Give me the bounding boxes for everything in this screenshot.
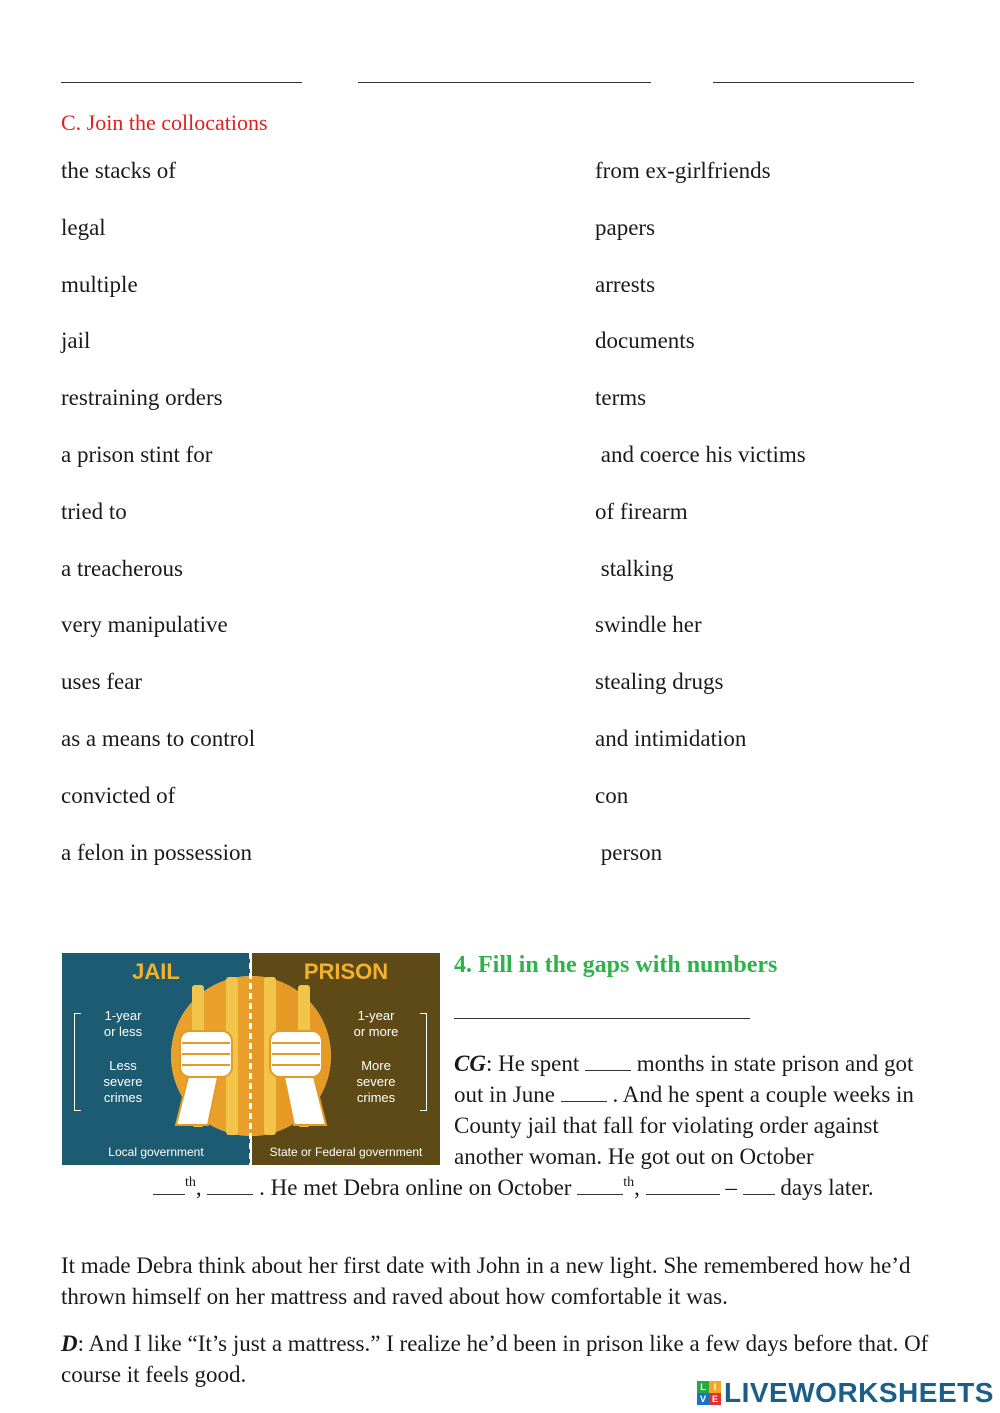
collocation-left-item[interactable]: uses fear [61, 669, 143, 695]
collocation-right-item[interactable]: and intimidation [595, 726, 747, 751]
jail-severity: Less severe crimes [103, 1058, 143, 1105]
prison-term: 1-year or more [353, 1008, 399, 1039]
collocation-right-item[interactable]: con [595, 782, 629, 808]
logo-mark-e: E [709, 1393, 721, 1405]
collocation-left-item[interactable]: convicted of [61, 782, 176, 808]
collocation-left-item[interactable]: multiple [61, 271, 138, 297]
collocation-right-item[interactable]: documents [595, 328, 695, 354]
logo-mark-i: I [709, 1381, 721, 1393]
collocation-right-item[interactable]: and coerce his victims [595, 442, 806, 467]
gap-met-day[interactable] [577, 1176, 623, 1195]
cg-text-3: . And he spent a couple weeks in County jail that fall for violating order against another woman. He got out on October [454, 1082, 914, 1169]
section-4-heading: 4. Fill in the gaps with numbers [454, 952, 778, 978]
cg-paragraph [454, 1048, 944, 1172]
speaker-d: D [61, 1331, 78, 1356]
jail-footer: Local government [108, 1145, 204, 1159]
gap-october-day[interactable] [153, 1176, 185, 1195]
liveworksheets-logo-text: LIVEWORKSHEETS [724, 1377, 994, 1408]
prison-footer: State or Federal government [269, 1145, 423, 1159]
collocation-right-item[interactable]: arrests [595, 271, 656, 297]
collocation-left-item[interactable]: a felon in possession [61, 839, 253, 865]
collocation-right-item[interactable]: person [595, 839, 663, 865]
collocation-right-item[interactable]: terms [595, 385, 647, 411]
collocation-left-item[interactable]: a prison stint for [61, 442, 213, 467]
cg-dash: – [719, 1175, 743, 1200]
collocation-left-item[interactable]: a treacherous [61, 555, 183, 581]
jail-prison-infographic [62, 953, 440, 1165]
gap-months[interactable] [585, 1052, 631, 1071]
cg-text-5: . He met Debra online on October [253, 1175, 578, 1200]
collocation-left-item[interactable]: as a means to control [61, 726, 256, 751]
answer-line-3[interactable] [713, 62, 914, 83]
collocation-left-item[interactable]: the stacks of [61, 158, 176, 183]
answer-line-2[interactable] [358, 62, 651, 83]
speaker-cg: CG [454, 1051, 486, 1076]
d-text: : And I like “It’s just a mattress.” I realize he’d been in prison like a few days before that. Of course it feels good. [61, 1331, 929, 1387]
cg-text-2: months in state prison and got out in June [454, 1051, 914, 1107]
collocation-right-item[interactable]: of firearm [595, 498, 688, 524]
section-c-heading: C. Join the collocations [61, 110, 268, 135]
collocation-left-item[interactable]: restraining orders [61, 385, 223, 411]
superscript-th-1: th [185, 1175, 196, 1190]
collocation-right-item[interactable]: stealing drugs [595, 669, 724, 695]
liveworksheets-logo-mark [697, 1381, 721, 1405]
answer-line-1[interactable] [61, 62, 302, 83]
prison-bracket [420, 1013, 427, 1111]
collocation-left-item[interactable]: very manipulative [61, 612, 228, 638]
collocation-left-item[interactable]: tried to [61, 498, 127, 524]
prison-title: PRISON [303, 959, 389, 984]
gap-year[interactable] [207, 1176, 253, 1195]
jail-bracket [74, 1013, 81, 1111]
heading-answer-line[interactable] [454, 992, 750, 1019]
collocation-right-item[interactable]: stalking [595, 555, 674, 581]
gap-june[interactable] [561, 1083, 607, 1102]
cg-text-1: : He spent [485, 1051, 585, 1076]
cg-paragraph-continued [61, 1172, 951, 1203]
cg-text-6: , [634, 1175, 646, 1200]
gap-days[interactable] [743, 1176, 775, 1195]
superscript-th-2: th [623, 1175, 635, 1190]
debra-paragraph: It made Debra think about her first date with John in a new light. She remembered how he’d thrown himself on her mattress and raved about how comfortable it was. [61, 1253, 911, 1309]
cg-text-4: , [195, 1175, 208, 1200]
gap-met-year[interactable] [646, 1176, 720, 1195]
jail-term: 1-year or less [103, 1008, 143, 1039]
logo-mark-v: V [697, 1393, 709, 1405]
collocation-right-item[interactable]: papers [595, 214, 656, 240]
jail-title: JAIL [132, 959, 180, 984]
collocation-right-item[interactable]: swindle her [595, 612, 702, 638]
collocation-left-item[interactable]: legal [61, 214, 106, 240]
liveworksheets-logo [697, 1377, 994, 1409]
logo-mark-l: L [697, 1381, 709, 1393]
prison-severity: More severe crimes [356, 1058, 396, 1105]
cg-text-7: days later. [774, 1175, 874, 1200]
collocation-left-item[interactable]: jail [61, 328, 91, 354]
collocation-right-item[interactable]: from ex-girlfriends [595, 158, 771, 183]
